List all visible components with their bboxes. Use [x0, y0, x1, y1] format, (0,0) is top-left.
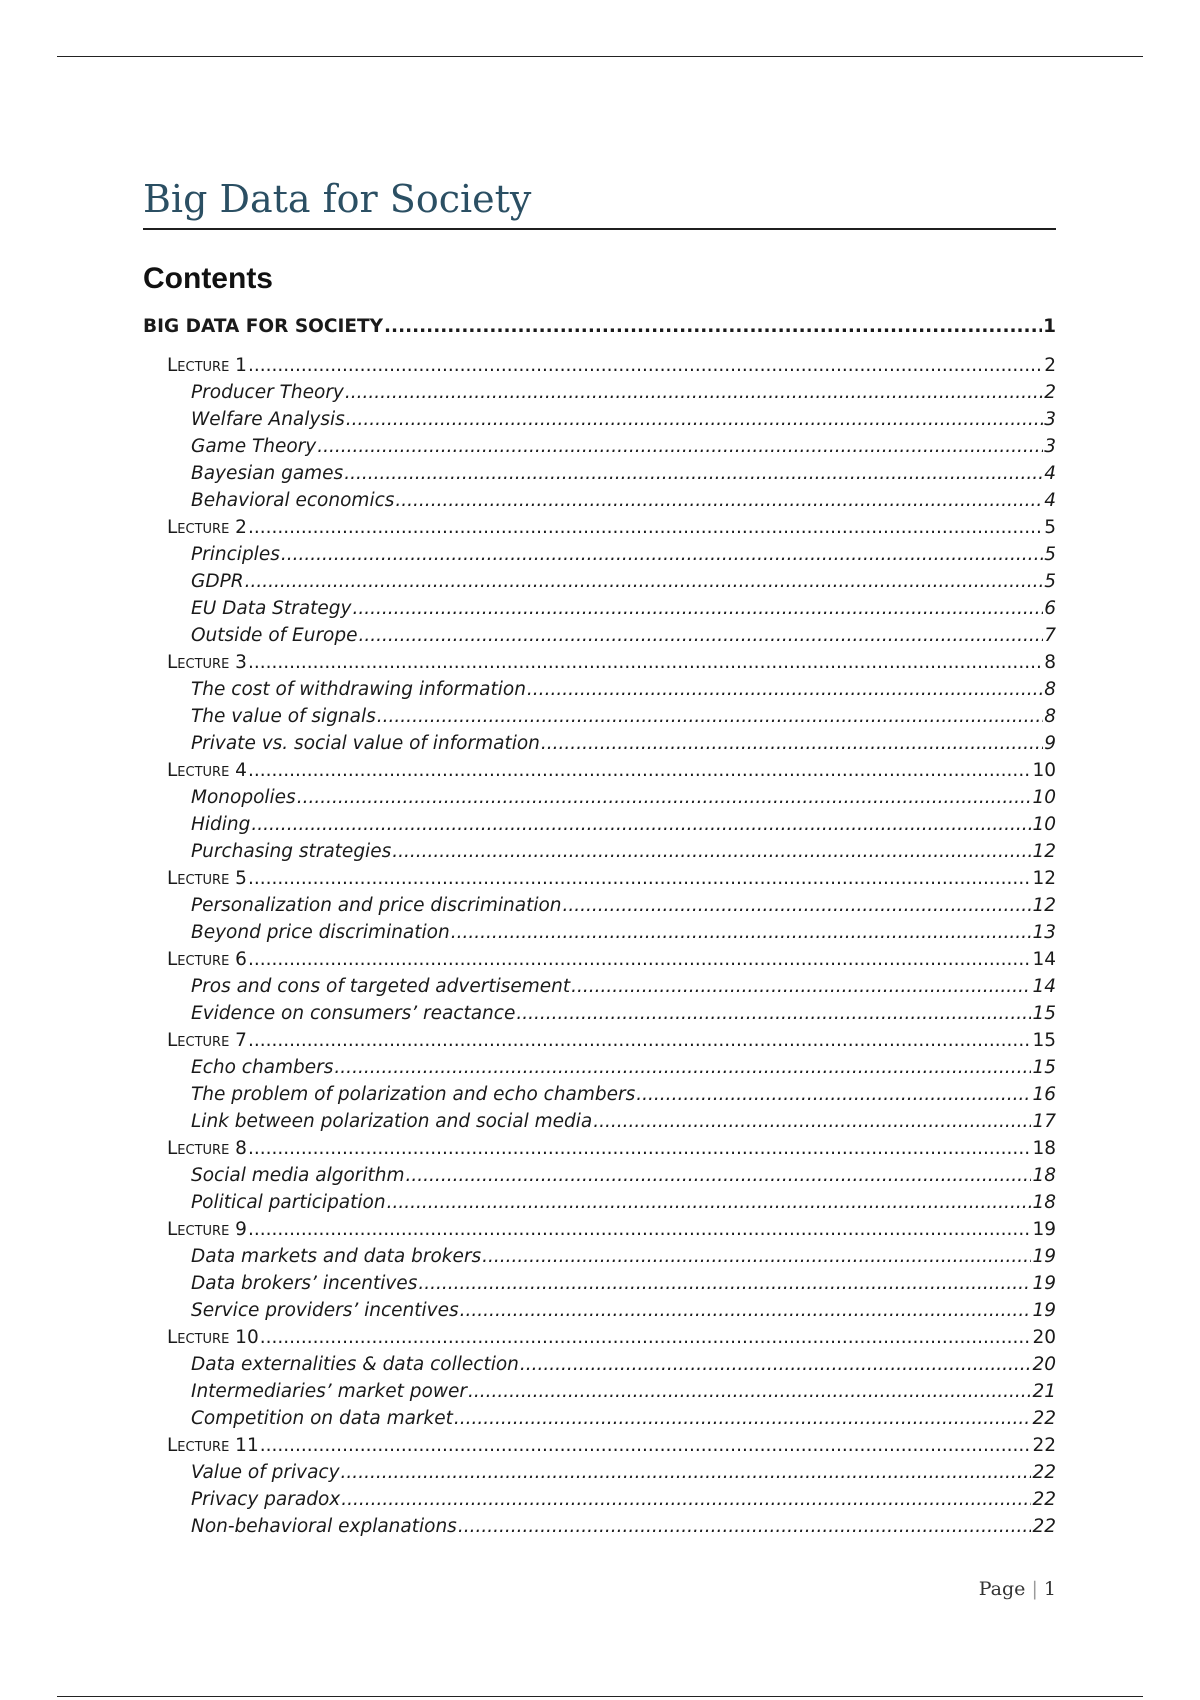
toc-entry-title: EU Data Strategy — [191, 598, 352, 619]
toc-entry-page-number: 9 — [1044, 733, 1056, 754]
toc-entry-section[interactable] — [143, 838, 1056, 865]
top-rule — [57, 56, 1143, 57]
toc-entry-section[interactable] — [143, 568, 1056, 595]
toc-entry-page-number: 5 — [1044, 571, 1056, 592]
toc-dot-leader — [387, 1189, 1032, 1216]
toc-dot-leader — [344, 460, 1043, 487]
toc-entry-section[interactable] — [143, 892, 1056, 919]
toc-entry-section[interactable] — [143, 919, 1056, 946]
toc-dot-leader — [297, 784, 1032, 811]
toc-entry-lecture[interactable] — [143, 946, 1056, 973]
toc-entry-section[interactable] — [143, 1081, 1056, 1108]
toc-entry-title: Data brokers’ incentives — [191, 1273, 418, 1294]
toc-entry-section[interactable] — [143, 1351, 1056, 1378]
toc-entry-page-number: 22 — [1032, 1408, 1056, 1429]
toc-entry-title: BIG DATA FOR SOCIETY — [143, 316, 384, 337]
toc-entry-title: Value of privacy — [191, 1462, 340, 1483]
toc-dot-leader — [377, 703, 1043, 730]
toc-dot-leader — [359, 622, 1044, 649]
toc-dot-leader — [395, 487, 1043, 514]
toc-entry-page-number: 19 — [1032, 1219, 1056, 1240]
toc-dot-leader — [317, 433, 1043, 460]
toc-entry-title: The problem of polarization and echo chambers — [191, 1084, 636, 1105]
toc-dot-leader — [260, 1324, 1032, 1351]
toc-dot-leader — [460, 1297, 1032, 1324]
toc-entry-title: Behavioral economics — [191, 490, 395, 511]
toc-dot-leader — [248, 757, 1032, 784]
toc-entry-title: Hiding — [191, 814, 251, 835]
toc-dot-leader — [593, 1108, 1031, 1135]
toc-entry-page-number: 10 — [1032, 814, 1056, 835]
toc-dot-leader — [406, 1162, 1032, 1189]
toc-entry-title: Game Theory — [191, 436, 317, 457]
toc-entry-title: Purchasing strategies — [191, 841, 392, 862]
toc-entry-lecture[interactable] — [143, 865, 1056, 892]
toc-entry-title: Principles — [191, 544, 280, 565]
toc-entry-section[interactable] — [143, 406, 1056, 433]
toc-entry-page-number: 17 — [1032, 1111, 1056, 1132]
toc-entry-section[interactable] — [143, 1000, 1056, 1027]
toc-dot-leader — [341, 1459, 1032, 1486]
toc-dot-leader — [260, 1432, 1032, 1459]
toc-entry-document[interactable] — [143, 313, 1056, 352]
toc-entry-section[interactable] — [143, 1162, 1056, 1189]
toc-entry-lecture[interactable] — [143, 649, 1056, 676]
toc-entry-page-number: 18 — [1032, 1138, 1056, 1159]
toc-dot-leader — [454, 1405, 1032, 1432]
toc-entry-title: Data externalities & data collection — [191, 1354, 519, 1375]
toc-entry-page-number: 22 — [1032, 1489, 1056, 1510]
toc-entry-title: Lecture 2 — [167, 517, 247, 538]
toc-dot-leader — [384, 313, 1042, 340]
toc-entry-section[interactable] — [143, 784, 1056, 811]
toc-entry-title: Producer Theory — [191, 382, 344, 403]
toc-entry-section[interactable] — [143, 1189, 1056, 1216]
toc-entry-section[interactable] — [143, 541, 1056, 568]
toc-entry-page-number: 12 — [1032, 841, 1056, 862]
footer-separator: | — [1031, 1578, 1038, 1600]
toc-entry-section[interactable] — [143, 1513, 1056, 1540]
toc-dot-leader — [248, 1135, 1032, 1162]
toc-entry-title: Pros and cons of targeted advertisement — [191, 976, 571, 997]
bottom-rule — [57, 1696, 1143, 1697]
toc-entry-title: Lecture 3 — [167, 652, 247, 673]
toc-entry-section[interactable] — [143, 1405, 1056, 1432]
toc-entry-page-number: 18 — [1032, 1165, 1056, 1186]
toc-entry-page-number: 14 — [1032, 949, 1056, 970]
toc-entry-page-number: 20 — [1032, 1354, 1056, 1375]
toc-entry-title: Private vs. social value of information — [191, 733, 540, 754]
toc-entry-title: Lecture 7 — [167, 1030, 247, 1051]
toc-dot-leader — [352, 595, 1043, 622]
footer-page-label: Page — [978, 1578, 1026, 1600]
toc-entry-title: Lecture 9 — [167, 1219, 247, 1240]
toc-entry-page-number: 6 — [1044, 598, 1056, 619]
toc-entry-section[interactable] — [143, 1378, 1056, 1405]
toc-entry-title: Data markets and data brokers — [191, 1246, 482, 1267]
toc-dot-leader — [334, 1054, 1031, 1081]
toc-entry-page-number: 8 — [1044, 706, 1056, 727]
toc-entry-page-number: 8 — [1044, 679, 1056, 700]
toc-entry-lecture[interactable] — [143, 1135, 1056, 1162]
toc-entry-section[interactable] — [143, 379, 1056, 406]
toc-entry-section[interactable] — [143, 595, 1056, 622]
toc-entry-title: Evidence on consumers’ reactance — [191, 1003, 516, 1024]
toc-entry-section[interactable] — [143, 1270, 1056, 1297]
toc-entry-page-number: 7 — [1044, 625, 1056, 646]
document-title: Big Data for Society — [143, 177, 532, 221]
toc-entry-page-number: 22 — [1032, 1516, 1056, 1537]
toc-entry-page-number: 15 — [1032, 1003, 1056, 1024]
toc-entry-section[interactable] — [143, 1108, 1056, 1135]
toc-dot-leader — [563, 892, 1032, 919]
toc-dot-leader — [541, 730, 1043, 757]
toc-entry-title: Bayesian games — [191, 463, 344, 484]
toc-entry-page-number: 16 — [1032, 1084, 1056, 1105]
toc-dot-leader — [451, 919, 1032, 946]
page-footer — [958, 1578, 1056, 1600]
toc-entry-page-number: 21 — [1032, 1381, 1056, 1402]
toc-entry-title: Privacy paradox — [191, 1489, 341, 1510]
toc-entry-page-number: 5 — [1044, 517, 1056, 538]
toc-entry-title: Personalization and price discrimination — [191, 895, 562, 916]
toc-entry-title: Intermediaries’ market power — [191, 1381, 467, 1402]
toc-dot-leader — [482, 1243, 1031, 1270]
toc-entry-page-number: 20 — [1032, 1327, 1056, 1348]
toc-entry-title: Lecture 5 — [167, 868, 247, 889]
toc-dot-leader — [281, 541, 1043, 568]
toc-entry-section[interactable] — [143, 1243, 1056, 1270]
toc-entry-section[interactable] — [143, 1054, 1056, 1081]
toc-entry-lecture[interactable] — [143, 1216, 1056, 1243]
toc-entry-section[interactable] — [143, 460, 1056, 487]
toc-entry-page-number: 3 — [1044, 436, 1056, 457]
toc-entry-page-number: 19 — [1032, 1246, 1056, 1267]
toc-entry-section[interactable] — [143, 622, 1056, 649]
toc-entry-title: Non-behavioral explanations — [191, 1516, 457, 1537]
toc-entry-page-number: 5 — [1044, 544, 1056, 565]
toc-dot-leader — [248, 352, 1043, 379]
toc-entry-page-number: 10 — [1032, 760, 1056, 781]
toc-entry-page-number: 2 — [1044, 355, 1056, 376]
toc-entry-title: Echo chambers — [191, 1057, 334, 1078]
toc-entry-section[interactable] — [143, 973, 1056, 1000]
toc-dot-leader — [458, 1513, 1032, 1540]
toc-dot-leader — [248, 514, 1043, 541]
toc-entry-title: Lecture 1 — [167, 355, 247, 376]
toc-dot-leader — [527, 676, 1043, 703]
toc-entry-title: Monopolies — [191, 787, 296, 808]
toc-entry-page-number: 13 — [1032, 922, 1056, 943]
toc-entry-page-number: 4 — [1044, 490, 1056, 511]
toc-dot-leader — [468, 1378, 1032, 1405]
toc-entry-title: Welfare Analysis — [191, 409, 345, 430]
toc-entry-title: Lecture 8 — [167, 1138, 247, 1159]
toc-dot-leader — [520, 1351, 1032, 1378]
toc-entry-section[interactable] — [143, 1297, 1056, 1324]
toc-entry-page-number: 19 — [1032, 1273, 1056, 1294]
toc-entry-page-number: 14 — [1032, 976, 1056, 997]
toc-dot-leader — [345, 379, 1043, 406]
toc-entry-section[interactable] — [143, 703, 1056, 730]
toc-entry-lecture[interactable] — [143, 757, 1056, 784]
toc-entry-title: Service providers’ incentives — [191, 1300, 459, 1321]
toc-dot-leader — [248, 649, 1043, 676]
toc-dot-leader — [571, 973, 1031, 1000]
toc-dot-leader — [251, 811, 1031, 838]
toc-dot-leader — [248, 946, 1032, 973]
toc-entry-page-number: 15 — [1032, 1057, 1056, 1078]
toc-entry-page-number: 1 — [1043, 316, 1056, 337]
table-of-contents — [143, 313, 1056, 1540]
toc-dot-leader — [245, 568, 1044, 595]
toc-entry-title: Outside of Europe — [191, 625, 358, 646]
toc-entry-section[interactable] — [143, 811, 1056, 838]
toc-entry-title: GDPR — [191, 571, 244, 592]
toc-entry-section[interactable] — [143, 487, 1056, 514]
toc-entry-section[interactable] — [143, 676, 1056, 703]
toc-entry-page-number: 12 — [1032, 895, 1056, 916]
toc-entry-section[interactable] — [143, 1486, 1056, 1513]
toc-entry-lecture[interactable] — [143, 514, 1056, 541]
toc-entry-lecture[interactable] — [143, 1027, 1056, 1054]
toc-entry-section[interactable] — [143, 1459, 1056, 1486]
toc-entry-title: The cost of withdrawing information — [191, 679, 526, 700]
toc-dot-leader — [636, 1081, 1031, 1108]
toc-dot-leader — [248, 1216, 1032, 1243]
toc-entry-page-number: 8 — [1044, 652, 1056, 673]
toc-entry-title: Political participation — [191, 1192, 386, 1213]
toc-entry-title: Lecture 11 — [167, 1435, 259, 1456]
toc-entry-page-number: 4 — [1044, 463, 1056, 484]
toc-entry-section[interactable] — [143, 730, 1056, 757]
toc-entry-title: Lecture 4 — [167, 760, 247, 781]
toc-entry-page-number: 2 — [1044, 382, 1056, 403]
contents-heading: Contents — [143, 262, 273, 295]
toc-dot-leader — [418, 1270, 1031, 1297]
toc-entry-page-number: 18 — [1032, 1192, 1056, 1213]
toc-entry-page-number: 15 — [1032, 1030, 1056, 1051]
toc-entry-lecture[interactable] — [143, 1432, 1056, 1459]
toc-dot-leader — [346, 406, 1043, 433]
toc-entry-page-number: 19 — [1032, 1300, 1056, 1321]
toc-dot-leader — [392, 838, 1031, 865]
toc-entry-page-number: 10 — [1032, 787, 1056, 808]
toc-dot-leader — [341, 1486, 1031, 1513]
toc-entry-title: Social media algorithm — [191, 1165, 405, 1186]
toc-dot-leader — [248, 1027, 1032, 1054]
toc-dot-leader — [248, 865, 1032, 892]
toc-entry-page-number: 22 — [1032, 1435, 1056, 1456]
footer-page-number: 1 — [1043, 1578, 1056, 1600]
toc-entry-title: Link between polarization and social media — [191, 1111, 593, 1132]
toc-entry-page-number: 12 — [1032, 868, 1056, 889]
toc-entry-title: Lecture 6 — [167, 949, 247, 970]
toc-entry-title: Lecture 10 — [167, 1327, 259, 1348]
toc-entry-page-number: 3 — [1044, 409, 1056, 430]
title-underline — [143, 228, 1056, 230]
toc-entry-lecture[interactable] — [143, 1324, 1056, 1351]
toc-entry-title: The value of signals — [191, 706, 376, 727]
toc-dot-leader — [516, 1000, 1031, 1027]
toc-entry-title: Competition on data market — [191, 1408, 453, 1429]
toc-entry-title: Beyond price discrimination — [191, 922, 450, 943]
toc-entry-page-number: 22 — [1032, 1462, 1056, 1483]
toc-entry-lecture[interactable] — [143, 352, 1056, 379]
toc-entry-section[interactable] — [143, 433, 1056, 460]
